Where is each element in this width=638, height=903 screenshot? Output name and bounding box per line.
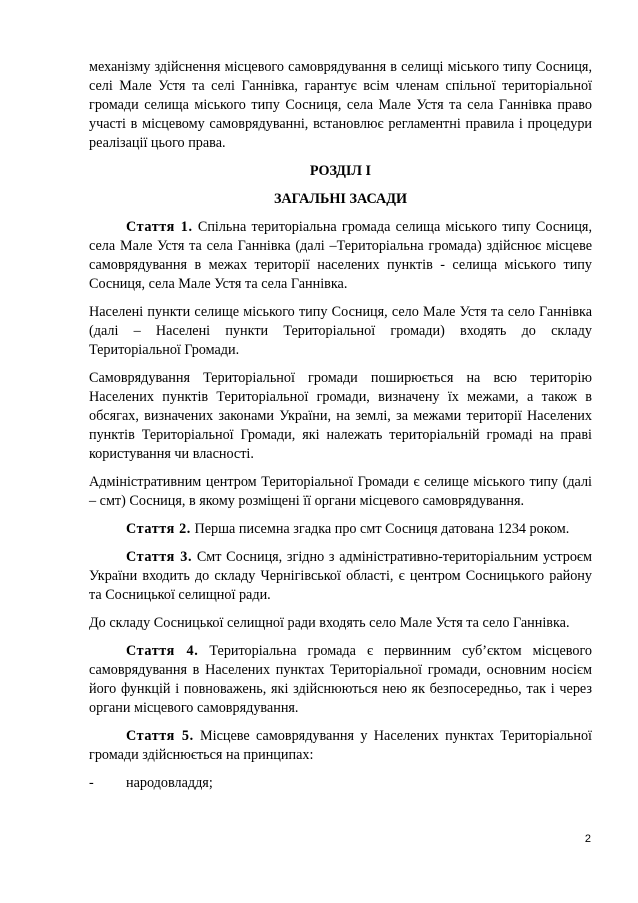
article-1-text: Спільна територіальна громада селища міського типу Сосниця, села Мале Устя та села Ганнівка (далі –Територіальна громада) здійснює місцеве самоврядування в межах території населених пунктів - селища міського типу Сосниця, села Мале Устя та села Ганнівка. [89,219,592,292]
document-body [89,58,592,793]
article-4-text: Територіальна громада є первинним суб’єктом місцевого самоврядування в Населених пунктах Територіальної громади, основним носієм його функцій і повноважень, які здійснюються нею як безпосередньо, так і через органи місцевого самоврядування. [89,643,592,716]
paragraph-admin-center: Адміністративним центром Територіальної Громади є селище міського типу (далі – смт) Сосниця, в якому розміщені її органи місцевого самоврядування. [89,474,592,509]
paragraph-intro: механізму здійснення місцевого самоврядування в селищі міського типу Сосниця, селі Мале Устя та селі Ганнівка, гарантує всім членам спільної територіальної громади селища міського типу Сосниця, села Мале Устя та села Ганнівка право участі в місцевому самоврядуванні, встановлює регламентні правила і процедури реалізації цього права. [89,59,592,151]
article-1 [89,218,592,294]
section-title: РОЗДІЛ І [309,163,372,179]
article-1-label: Стаття 1. [126,219,193,235]
paragraph-self-government: Самоврядування Територіальної громади поширюється на всю територію Населених пунктів Територіальної громади, визначену їх межами, а також в обсягах, визначених законами України, на землі, за межами території Населених пунктів Територіальної Громади, які належать територіальній громаді на праві користування чи власності. [89,370,592,462]
article-3 [89,548,592,605]
article-2-text: Перша писемна згадка про смт Сосниця датована 1234 роком. [190,521,570,537]
bullet-mark: - [89,775,94,791]
page-number: 2 [584,833,591,845]
paragraph-settlements: Населені пункти селище міського типу Сосниця, село Мале Устя та село Ганнівка (далі – Населені пункти Територіальної громади) входять до складу Територіальної Громади. [89,304,592,358]
article-4-label: Стаття 4. [126,643,199,659]
article-3-text: Смт Сосниця, згідно з адміністративно-територіальним устроєм України входить до складу Чернігівської області, є центром Сосницького району та Сосницької селищної ради. [89,549,592,603]
article-2-label: Стаття 2. [126,521,191,537]
list-item [89,774,592,793]
article-3-label: Стаття 3. [126,549,193,565]
bullet-text: народовладдя; [126,775,213,791]
article-5 [89,727,592,765]
article-5-text: Місцеве самоврядування у Населених пунктах Територіальної громади здійснюється на принципах: [89,728,592,763]
article-5-label: Стаття 5. [126,728,194,744]
article-2 [89,520,592,539]
paragraph-council: До складу Сосницької селищної ради входять село Мале Устя та село Ганнівка. [89,615,570,631]
article-4 [89,642,592,718]
section-subtitle: ЗАГАЛЬНІ ЗАСАДИ [273,191,408,207]
